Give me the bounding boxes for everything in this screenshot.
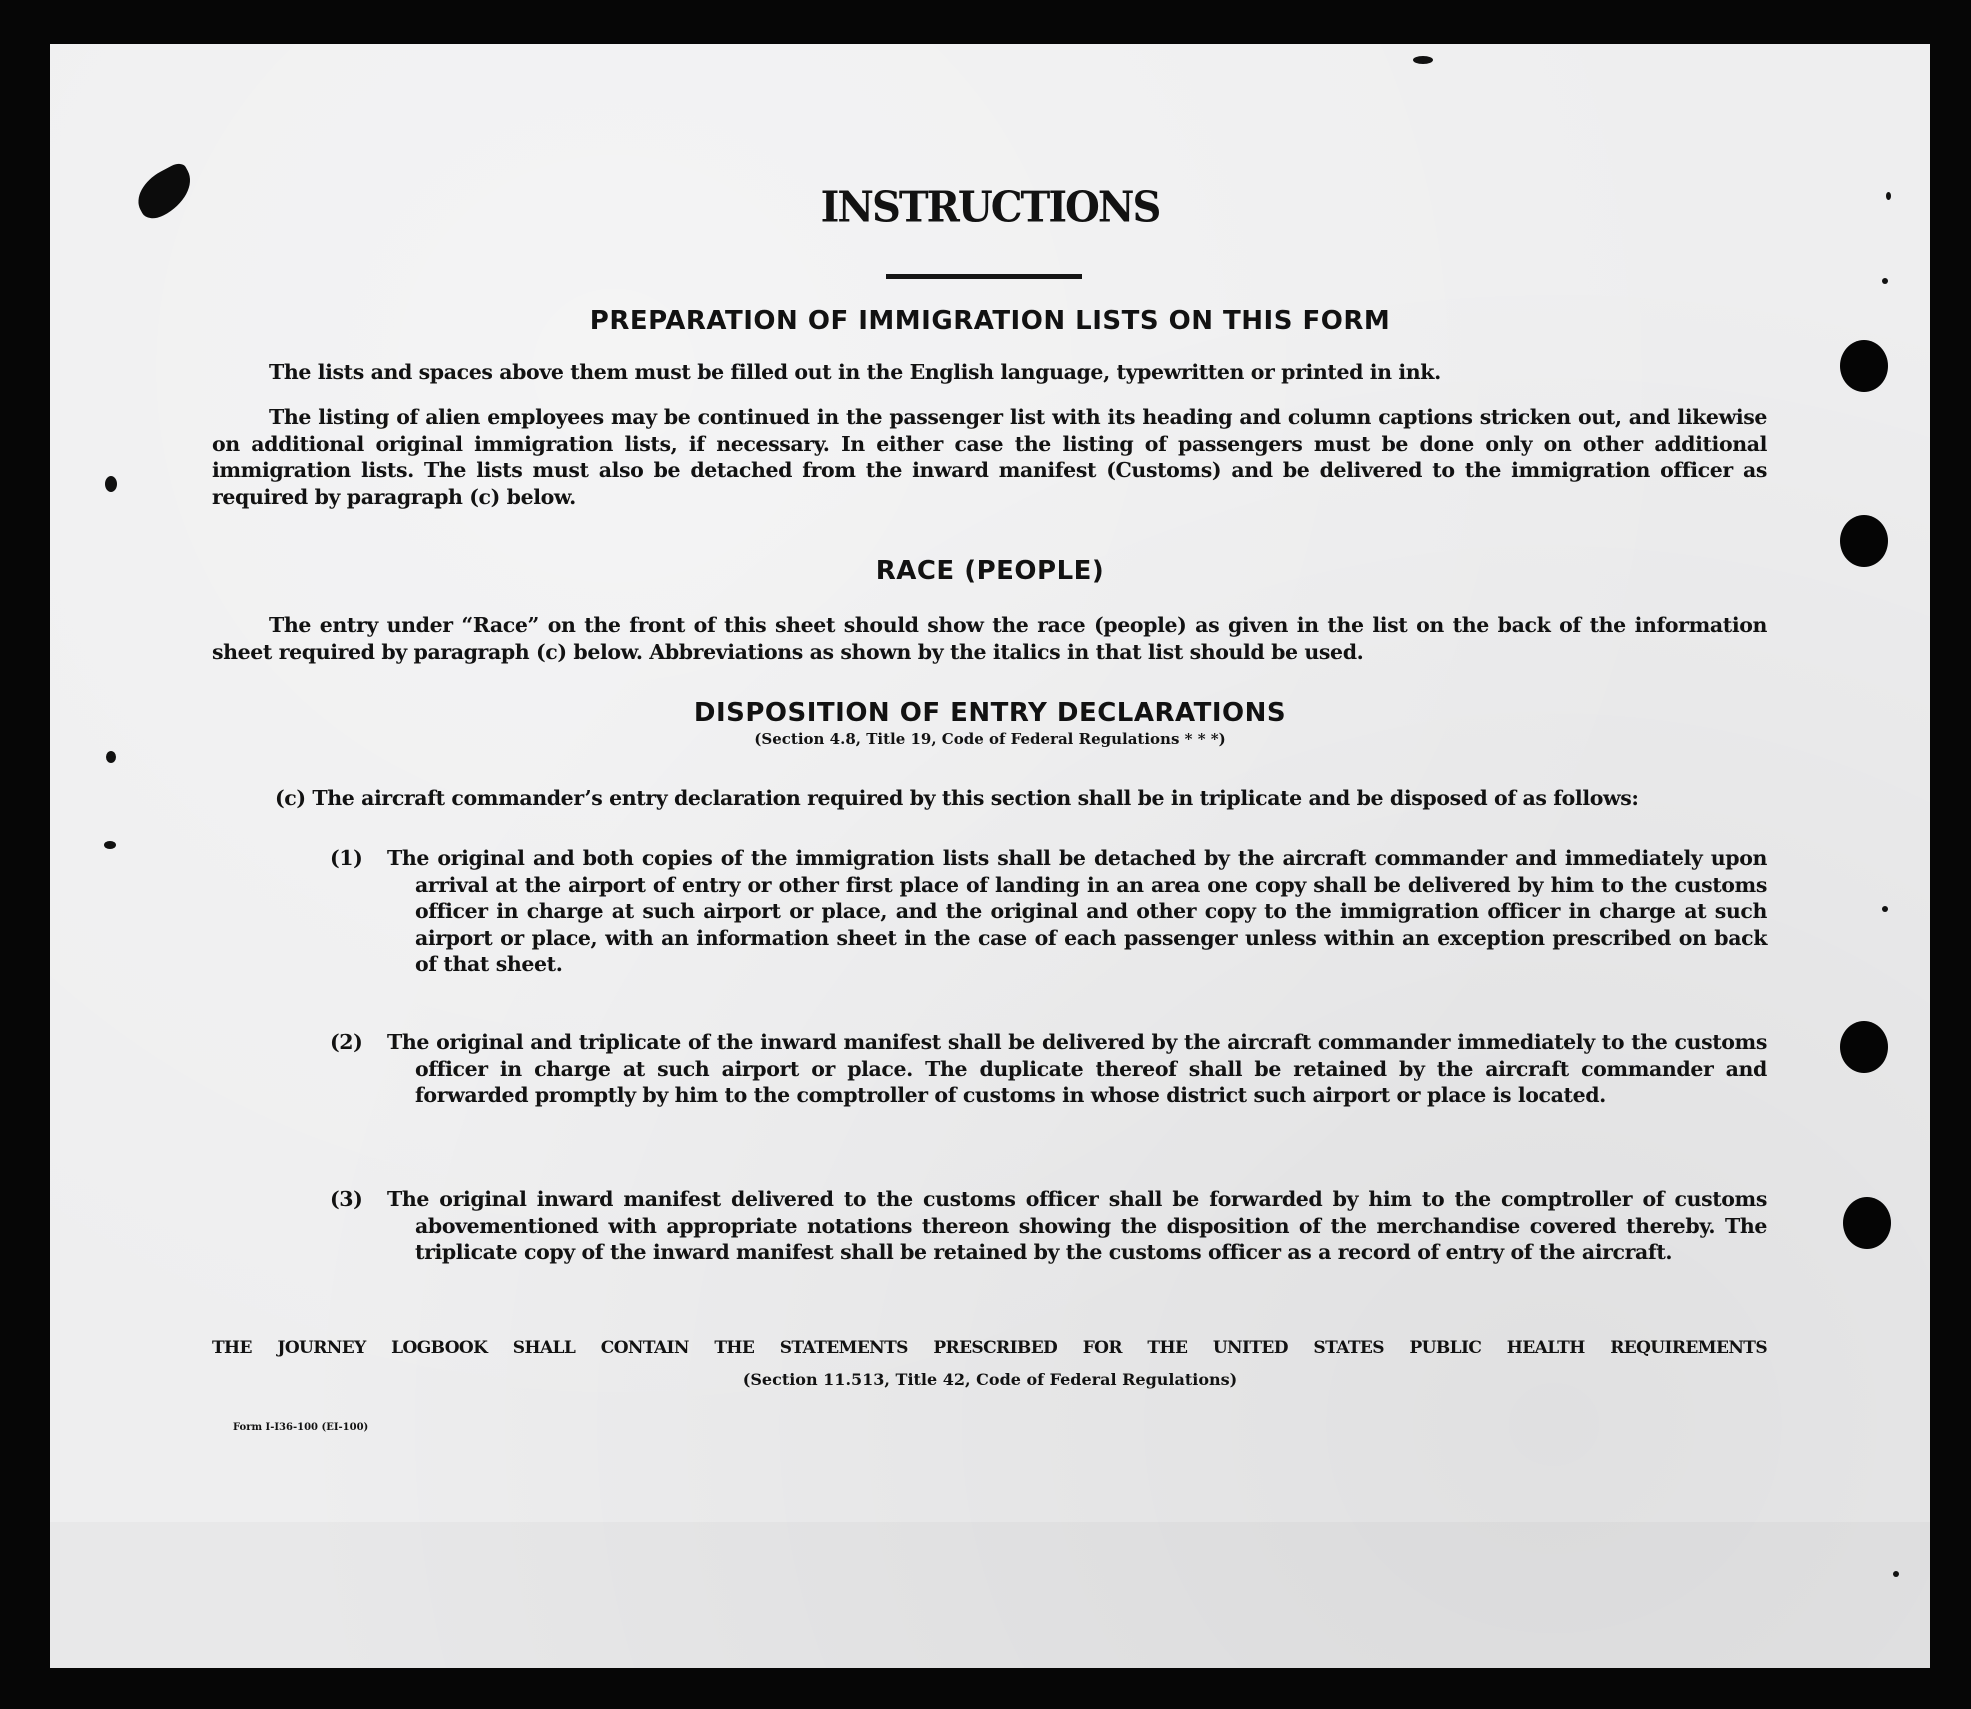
- speck-mark: [106, 751, 116, 763]
- punch-hole: [1843, 1197, 1891, 1249]
- race-paragraph: The entry under “Race” on the front of this sheet should show the race (people) as given in the list on the back of the information sheet required by paragraph (c) below. Abbreviations as shown by the italics in that list should be used.: [212, 613, 1767, 664]
- item-number: (3): [330, 1187, 363, 1211]
- punch-hole: [1840, 340, 1888, 392]
- punch-hole: [1840, 1021, 1888, 1073]
- footer-citation: (Section 11.513, Title 42, Code of Federal Regulations): [742, 1370, 1238, 1389]
- preparation-paragraph-2: The listing of alien employees may be continued in the passenger list with its heading and column captions stricken out, and likewise on additional original immigration lists, if necessary. In either case the listing of passengers must be done only on other additional immigration lists. The lists must also be detached from the inward manifest (Customs) and be delivered to the immigration officer as required by paragraph (c) below.: [212, 405, 1767, 509]
- speck-mark: [104, 841, 116, 849]
- speck-mark: [1886, 192, 1891, 200]
- document-page: [50, 44, 1930, 1668]
- punch-hole: [1840, 515, 1888, 567]
- heading-race: RACE (PEOPLE): [875, 556, 1105, 586]
- item-text: The original inward manifest delivered to the customs officer shall be forwarded by him to the comptroller of customs abovementioned with appropriate notations thereon showing the disposition of the merchandise covered thereby. The triplicate copy of the inward manifest shall be retained by the customs officer as a record of entry of the aircraft.: [387, 1187, 1767, 1264]
- speck-mark: [105, 476, 117, 492]
- speck-mark: [1882, 278, 1888, 284]
- page-title: INSTRUCTIONS: [820, 182, 1160, 233]
- bleed-through-area: [50, 1522, 1930, 1668]
- item-text: The original and both copies of the immigration lists shall be detached by the aircraft commander and immediately upon arrival at the airport of entry or other first place of landing in an area one copy shall be delivered by him to the customs officer in charge at such airport or place, and the original and other copy to the immigration officer in charge at such airport or place, with an information sheet in the case of each passenger unless within an exception prescribed on back of that sheet.: [387, 846, 1767, 976]
- speck-mark: [1893, 1571, 1899, 1577]
- item-text: The original and triplicate of the inward manifest shall be delivered by the aircraft commander immediately to the customs officer in charge at such airport or place. The duplicate thereof shall be retained by the aircraft commander and forwarded promptly by him to the comptroller of customs in whose district such airport or place is located.: [387, 1030, 1767, 1107]
- item-number: (2): [330, 1030, 363, 1054]
- heading-preparation: PREPARATION OF IMMIGRATION LISTS ON THIS FORM: [589, 306, 1391, 336]
- heading-disposition: DISPOSITION OF ENTRY DECLARATIONS: [693, 698, 1287, 728]
- preparation-paragraph-1: The lists and spaces above them must be filled out in the English language, typewritten or printed in ink.: [269, 360, 1441, 384]
- speck-mark: [1413, 56, 1433, 64]
- speck-mark: [1882, 906, 1888, 912]
- disposition-intro: (c) The aircraft commander’s entry declaration required by this section shall be in triplicate and be disposed of as follows:: [275, 786, 1639, 810]
- title-underline: [886, 274, 1082, 279]
- form-number: Form I-I36-100 (EI-100): [233, 1422, 369, 1433]
- disposition-citation: (Section 4.8, Title 19, Code of Federal Regulations * * *): [754, 730, 1226, 748]
- footer-statement: THE JOURNEY LOGBOOK SHALL CONTAIN THE STATEMENTS PRESCRIBED FOR THE UNITED STATES PUBLIC HEALTH REQUIREMENTS: [212, 1338, 1767, 1358]
- item-number: (1): [330, 846, 363, 870]
